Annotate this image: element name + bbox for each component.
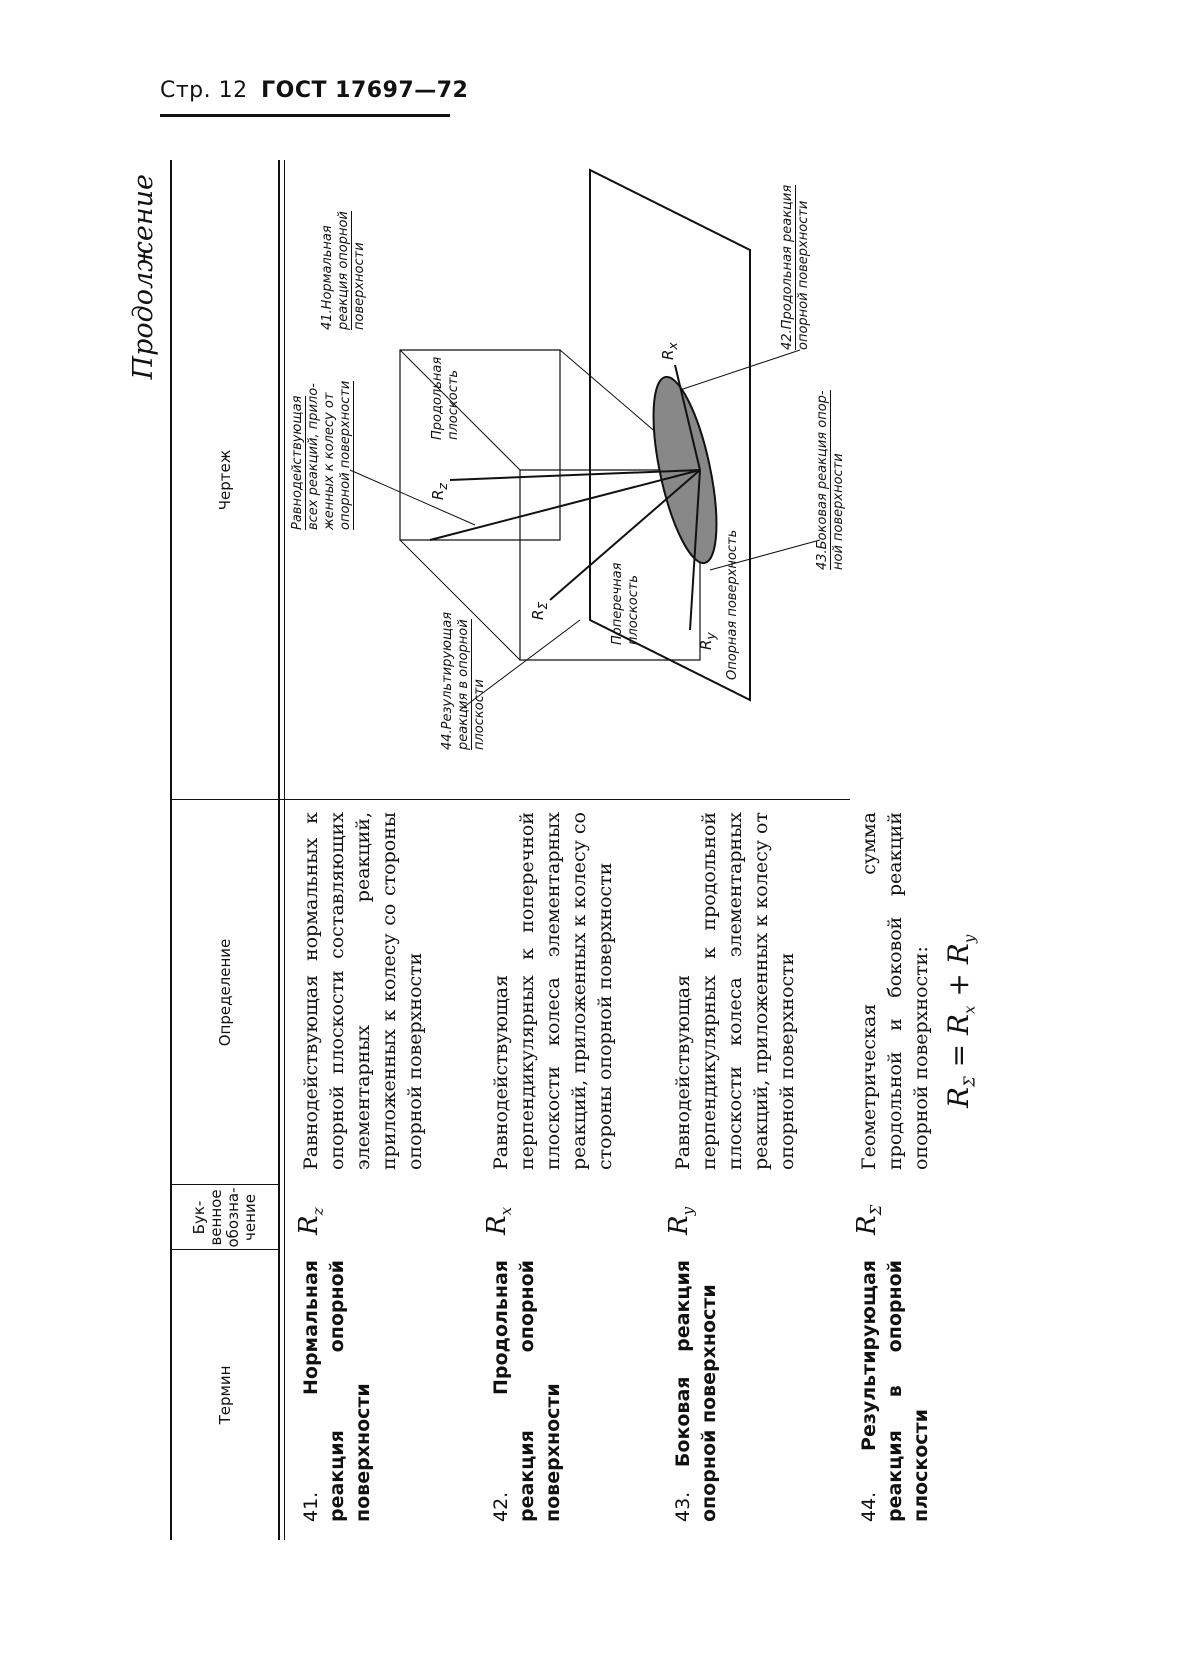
- formula-a: R: [942, 1013, 975, 1036]
- term-44: [856, 1260, 934, 1522]
- term-text: Нормальная реакция опорной поверхности: [300, 1260, 374, 1522]
- rotated-table-row-44: [852, 160, 1016, 1540]
- term-number: 44.: [858, 1491, 880, 1522]
- label-longitudinal: [780, 185, 812, 350]
- label-lateral: [815, 390, 847, 570]
- term-number: 43.: [672, 1491, 694, 1522]
- label-line: реакция в опорной: [456, 619, 471, 750]
- label-ry: [698, 632, 719, 650]
- definition-43: Равнодействующая перпендикулярных к продольной плоскости колеса элементарных реакций, приложенных к колесу от опорной поверхности: [672, 812, 798, 1170]
- label-line: Опорная поверхность: [725, 529, 740, 680]
- label-rx: [660, 342, 681, 360]
- label-sub: Σ: [535, 601, 550, 610]
- label-transverse-plane: [610, 563, 642, 645]
- term-text: Результирующая реакция в опорной плоскости: [858, 1260, 932, 1522]
- header-symbol: Бук-венное обозна-чение: [190, 1187, 259, 1248]
- label-resultant-all: [290, 381, 354, 530]
- formula-44: [942, 935, 979, 1108]
- symbol-letter: R: [664, 1215, 694, 1235]
- symbol-subscript: x: [497, 1206, 516, 1216]
- page-number: Стр. 12: [160, 78, 248, 103]
- label-line: женных к колесу от: [322, 392, 337, 530]
- label-line: R: [429, 489, 447, 500]
- label-line: реакция опорной: [336, 211, 351, 330]
- label-line: R: [659, 349, 677, 360]
- label-line: Поперечная: [610, 562, 625, 645]
- leader: [680, 350, 800, 390]
- label-line: 44.Результирующая: [440, 611, 455, 750]
- label-line: Равнодействующая: [290, 395, 305, 530]
- definition-44: Геометрическая сумма продольной и боковой реакций опорной поверхности:: [858, 812, 932, 1170]
- symbol-letter: R: [294, 1215, 324, 1235]
- symbol-letter: R: [482, 1215, 512, 1235]
- label-rsum: [530, 602, 551, 620]
- formula-plus: +: [942, 964, 975, 1006]
- header-term: Термин: [215, 1365, 234, 1425]
- drawing-area: [280, 160, 850, 770]
- label-line: плоскость: [626, 574, 641, 645]
- label-line: ной поверхности: [831, 453, 846, 570]
- label-line: опорной поверхности: [338, 380, 353, 530]
- label-line: поверхности: [352, 242, 367, 330]
- label-line: опорной поверхности: [796, 200, 811, 350]
- formula-lhs-sub: Σ: [960, 1076, 979, 1087]
- definition-41: Равнодействующая нормальных к опорной плоскости составляющих элементарных реакций, приложенных к колесу со стороны опорной поверхности: [300, 812, 426, 1170]
- label-normal: [320, 211, 368, 330]
- label-line: 41.Нормальная: [320, 225, 335, 330]
- label-line: R: [697, 639, 715, 650]
- label-line: плоскость: [446, 369, 461, 440]
- formula-lhs: R: [942, 1086, 975, 1108]
- label-line: 43.Боковая реакция опор-: [815, 390, 830, 570]
- label-support-surface: [725, 530, 741, 680]
- formula-b: R: [942, 943, 975, 965]
- rotated-drawing-layer: [170, 160, 850, 1540]
- standard-number: ГОСТ 17697—72: [261, 78, 469, 103]
- label-line: R: [529, 609, 547, 620]
- term-text: Боковая реакция опорной поверхности: [672, 1260, 720, 1522]
- symbol-subscript: z: [309, 1207, 328, 1216]
- label-line: плоскости: [472, 679, 487, 750]
- page-header: [160, 78, 468, 103]
- header-drawing: Чертеж: [215, 449, 234, 511]
- label-longitudinal-plane: [430, 357, 462, 440]
- symbol-letter: R: [852, 1215, 882, 1235]
- label-line: Продольная: [430, 356, 445, 440]
- formula-equals: =: [942, 1035, 975, 1077]
- term-number: 42.: [490, 1491, 512, 1522]
- label-sub: z: [435, 483, 450, 490]
- leader: [350, 470, 475, 525]
- label-resulting: [440, 612, 488, 750]
- term-number: 41.: [300, 1491, 322, 1522]
- label-rz: [430, 483, 451, 500]
- continuation-label: Продолжение: [128, 174, 159, 380]
- header-rule: [160, 114, 450, 117]
- formula-b-sub: y: [960, 934, 979, 944]
- formula-a-sub: x: [960, 1005, 979, 1014]
- definition-42: Равнодействующая перпендикулярных к поперечной плоскости колеса элементарных реакций, приложенных к колесу со стороны опорной поверхности: [490, 812, 616, 1170]
- label-sub: y: [703, 632, 718, 640]
- label-line: 42.Продольная реакция: [780, 184, 795, 350]
- symbol-subscript: Σ: [867, 1204, 886, 1216]
- label-sub: x: [665, 342, 680, 350]
- header-definition: Определение: [215, 938, 234, 1047]
- term-text: Продольная реакция опорной поверхности: [490, 1260, 564, 1522]
- symbol-44: [852, 1205, 885, 1235]
- label-line: всех реакций, прило-: [306, 383, 321, 530]
- symbol-subscript: y: [679, 1206, 698, 1216]
